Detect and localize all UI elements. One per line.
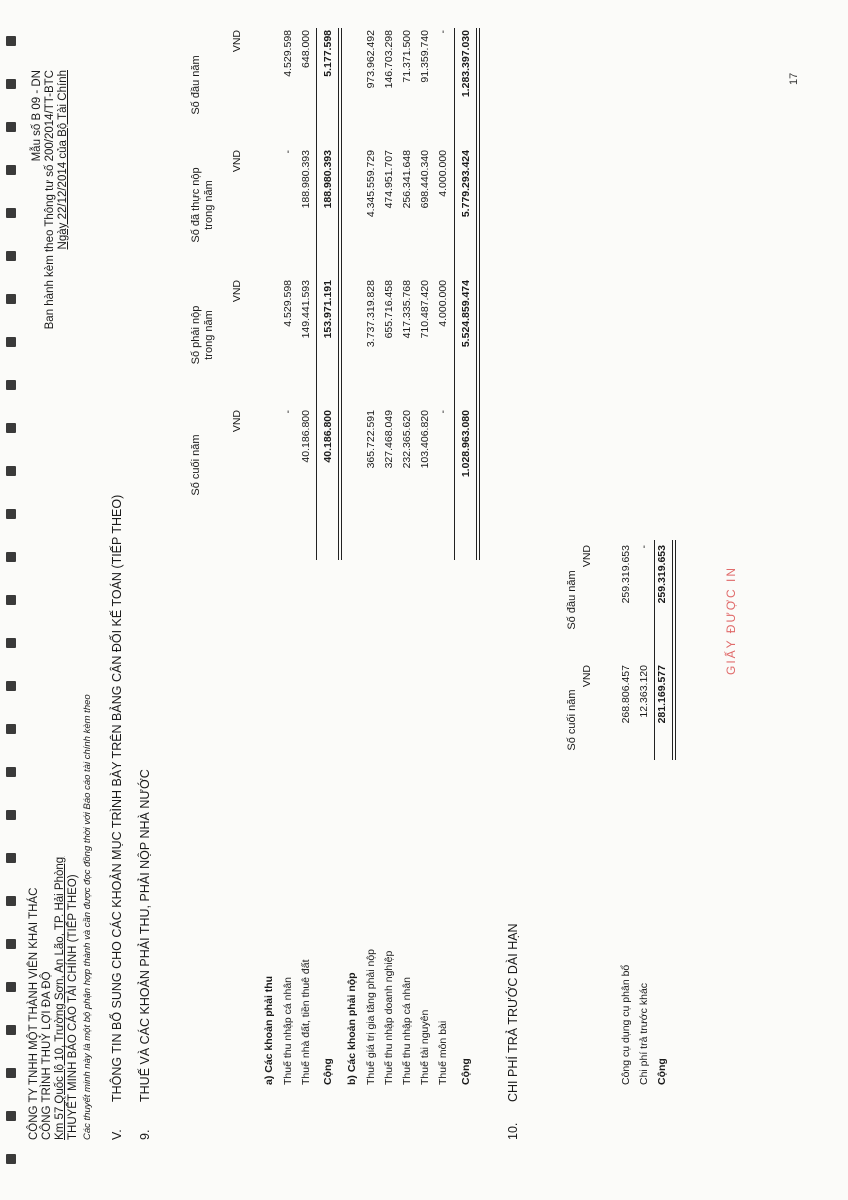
col-header-paid: Số đã thực nộp trong năm (190, 167, 215, 243)
binding-hole (6, 853, 16, 863)
table-cell: 149.441.593 (300, 280, 312, 339)
table-row-label: Thuế thu nhập doanh nghiệp (383, 950, 395, 1085)
table-cell: 474.951.707 (383, 150, 395, 209)
double-divider (672, 540, 676, 760)
table-cell: 4.529.598 (282, 30, 294, 77)
table-cell: 71.371.500 (401, 30, 413, 83)
binding-hole (6, 165, 16, 175)
binding-hole (6, 767, 16, 777)
table-cell: - (282, 150, 294, 154)
s10-col-header-closing: Số cuối năm (566, 689, 578, 751)
table-cell: 268.806.457 (620, 665, 632, 724)
binding-hole (6, 36, 16, 46)
company-address: Km 57 Quốc lộ 10, Trường Sơn, An Lão, TP. Hải Phòng (54, 856, 66, 1140)
col-unit-payable: VND (231, 280, 243, 303)
table-cell: 365.722.591 (365, 410, 377, 469)
col-header-closing: Số cuối năm (190, 434, 202, 496)
rotated-page (28, 20, 828, 1160)
binding-hole (6, 122, 16, 132)
table-cell: - (437, 410, 449, 414)
company-name: CÔNG TY TNHH MỘT THÀNH VIÊN KHAI THÁC (28, 887, 40, 1140)
table-cell-total: 5.177.598 (322, 30, 334, 77)
table-cell: 710.487.420 (419, 280, 431, 339)
binding-hole (6, 208, 16, 218)
table-cell-total: 5.779.293.424 (460, 150, 472, 218)
table-cell: - (638, 545, 650, 549)
section-9-number: 9. (138, 1129, 152, 1140)
s10-total-label: Cộng (656, 1058, 668, 1085)
table-cell: - (437, 30, 449, 34)
binding-hole (6, 509, 16, 519)
form-number: Mẫu số B 09 - DN (31, 70, 43, 162)
binding-hole (6, 1111, 16, 1121)
section-9-title: THUẾ VÀ CÁC KHOẢN PHẢI THU, PHẢI NỘP NHÀ NƯỚC (138, 769, 152, 1102)
binding-hole (6, 638, 16, 648)
binding-hole (6, 1154, 16, 1164)
section-10-title: CHI PHÍ TRẢ TRƯỚC DÀI HẠN (506, 923, 520, 1102)
table-cell: 655.716.458 (383, 280, 395, 339)
double-divider (338, 28, 342, 560)
s10-col-unit-opening: VND (581, 545, 593, 568)
table-row-label: Thuế giá trị gia tăng phải nộp (365, 948, 377, 1085)
page-number: 17 (788, 72, 800, 85)
group-a-title: a) Các khoản phải thu (263, 975, 275, 1085)
table-cell-total: 259.319.653 (656, 545, 668, 604)
binding-holes (6, 0, 20, 1200)
binding-hole (6, 724, 16, 734)
col-unit-paid: VND (231, 150, 243, 173)
table-cell: 256.341.648 (401, 150, 413, 209)
binding-hole (6, 810, 16, 820)
divider (654, 540, 655, 760)
col-unit-closing: VND (231, 410, 243, 433)
table-cell: 4.000.000 (437, 150, 449, 197)
table-cell: 327.468.049 (383, 410, 395, 469)
binding-hole (6, 251, 16, 261)
divider (316, 28, 317, 560)
table-cell: - (282, 410, 294, 414)
binding-hole (6, 466, 16, 476)
table-cell: 648.000 (300, 30, 312, 68)
table-row-label: Thuế nhà đất, tiền thuê đất (300, 959, 312, 1085)
table-cell-total: 188.980.393 (322, 150, 334, 209)
table-cell-total: 5.524.859.474 (460, 280, 472, 348)
red-stamp: GIẤY ĐƯỢC IN (724, 566, 738, 675)
binding-hole (6, 896, 16, 906)
section-10-number: 10. (506, 1122, 520, 1140)
binding-hole (6, 982, 16, 992)
table-row-label: Chi phí trả trước khác (638, 982, 650, 1085)
table-cell: 973.962.492 (365, 30, 377, 89)
table-cell: 146.703.298 (383, 30, 395, 89)
table-row-label: Thuế môn bài (437, 1020, 449, 1085)
table-cell: 40.186.800 (300, 410, 312, 463)
table-cell: 259.319.653 (620, 545, 632, 604)
table-cell: 4.345.559.729 (365, 150, 377, 218)
table-cell: 417.335.768 (401, 280, 413, 339)
table-cell: 12.363.120 (638, 665, 650, 718)
group-b-total-label: Cộng (460, 1058, 472, 1085)
table-cell: 4.000.000 (437, 280, 449, 327)
binding-hole (6, 1025, 16, 1035)
double-divider (476, 28, 480, 560)
col-header-payable: Số phải nộp trong năm (190, 305, 215, 365)
binding-hole (6, 939, 16, 949)
section-v-title: THÔNG TIN BỔ SUNG CHO CÁC KHOẢN MỤC TRÌNH BÀY TRÊN BẢNG CÂN ĐỐI KẾ TOÁN (TIẾP THEO) (110, 494, 124, 1102)
project-name: CÔNG TRÌNH THUỶ LỢI ĐA ĐỘ (41, 971, 53, 1140)
binding-hole (6, 423, 16, 433)
table-cell: 91.359.740 (419, 30, 431, 83)
s10-col-unit-closing: VND (581, 665, 593, 688)
table-cell-total: 40.186.800 (322, 410, 334, 463)
binding-hole (6, 1068, 16, 1078)
col-header-opening: Số đầu năm (190, 55, 202, 115)
table-cell: 103.406.820 (419, 410, 431, 469)
binding-hole (6, 595, 16, 605)
col-unit-opening: VND (231, 30, 243, 53)
binding-hole (6, 380, 16, 390)
divider (454, 28, 455, 560)
document-note: Các thuyết minh này là một bộ phận hợp thành và cần được đọc đồng thời với Báo cáo tài chính kèm theo (82, 694, 93, 1140)
s10-col-header-opening: Số đầu năm (566, 570, 578, 630)
table-row-label: Thuế thu nhập cá nhân (282, 976, 294, 1085)
table-row-label: Thuế thu nhập cá nhân (401, 976, 413, 1085)
table-cell-total: 281.169.577 (656, 665, 668, 724)
binding-hole (6, 681, 16, 691)
table-cell-total: 1.283.397.030 (460, 30, 472, 98)
binding-hole (6, 294, 16, 304)
table-row-label: Thuế tài nguyên (419, 1009, 431, 1085)
table-row-label: Công cụ dụng cụ phân bổ (620, 964, 632, 1085)
table-cell-total: 153.971.191 (322, 280, 334, 339)
binding-hole (6, 552, 16, 562)
circular-date: Ngày 22/12/2014 của Bộ Tài Chính (57, 70, 69, 250)
circular-reference: Ban hành kèm theo Thông tư số 200/2014/TT-BTC (44, 70, 56, 330)
table-cell: 698.440.340 (419, 150, 431, 209)
section-v-number: V. (110, 1129, 124, 1140)
group-a-total-label: Cộng (322, 1058, 334, 1085)
table-cell: 232.365.620 (401, 410, 413, 469)
group-b-title: b) Các khoản phải nộp (346, 972, 358, 1085)
table-cell: 4.529.598 (282, 280, 294, 327)
table-cell: 188.980.393 (300, 150, 312, 209)
table-cell-total: 1.028.963.080 (460, 410, 472, 478)
binding-hole (6, 337, 16, 347)
binding-hole (6, 79, 16, 89)
table-cell: 3.737.319.828 (365, 280, 377, 348)
document-title: THUYẾT MINH BÁO CÁO TÀI CHÍNH (TIẾP THEO) (67, 874, 79, 1140)
